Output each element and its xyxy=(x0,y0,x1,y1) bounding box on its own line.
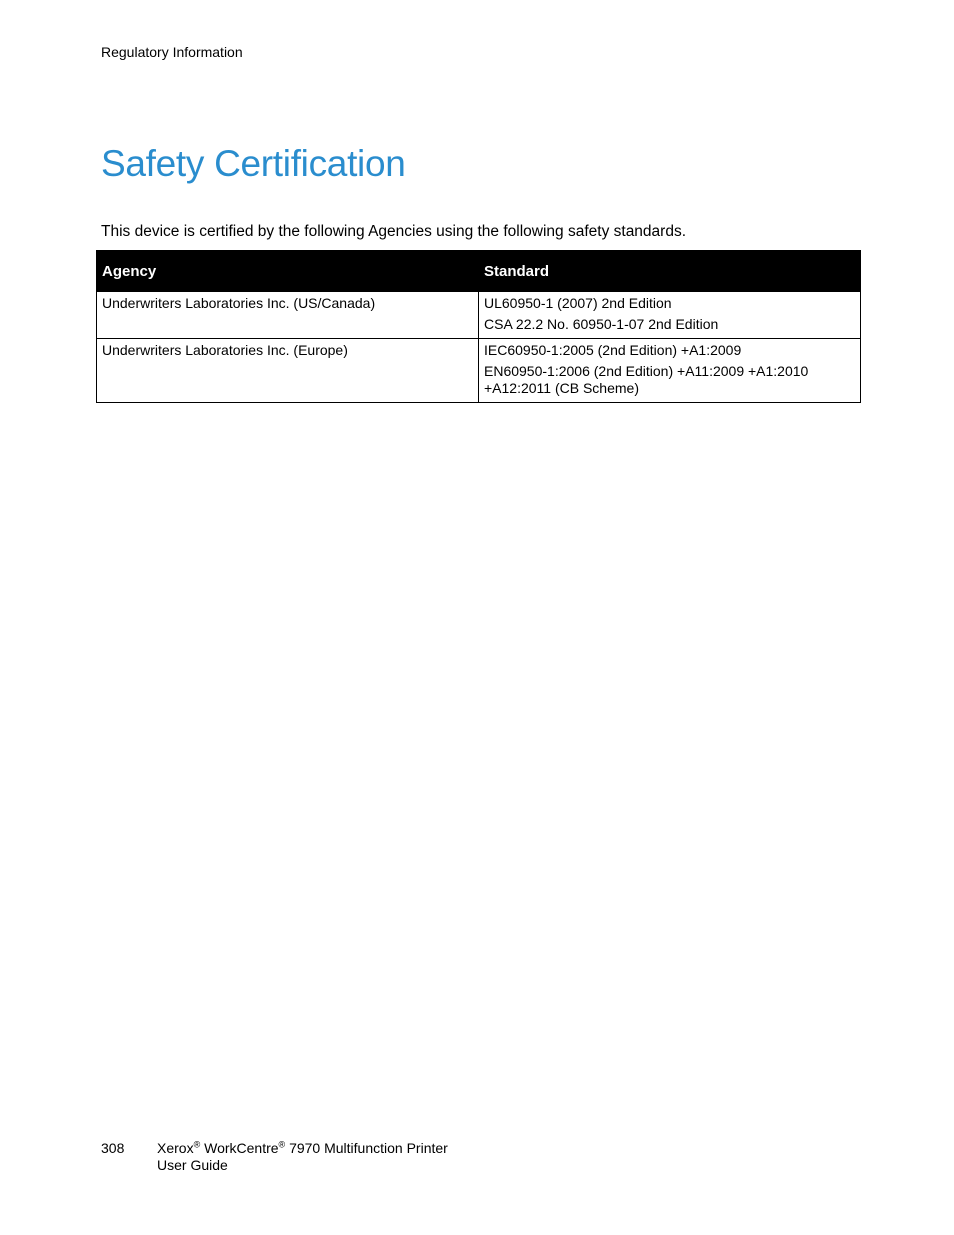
agency-name: Underwriters Laboratories Inc. (US/Canada) xyxy=(102,295,376,311)
agency-cell xyxy=(97,292,479,339)
standard-item: EN60950-1:2006 (2nd Edition) +A11:2009 +A1:2010 +A12:2011 (CB Scheme) xyxy=(484,363,809,396)
registered-mark: ® xyxy=(193,1139,201,1150)
intro-paragraph: This device is certified by the following Agencies using the following safety standards. xyxy=(101,223,687,240)
document-type: User Guide xyxy=(157,1157,228,1173)
standard-item: IEC60950-1:2005 (2nd Edition) +A1:2009 xyxy=(484,342,742,358)
certification-table xyxy=(96,250,861,403)
column-header-agency: Agency xyxy=(97,251,479,292)
standard-cell xyxy=(479,292,861,339)
product-name xyxy=(157,1140,448,1157)
standard-item: CSA 22.2 No. 60950-1-07 2nd Edition xyxy=(484,316,719,332)
standard-item: UL60950-1 (2007) 2nd Edition xyxy=(484,295,672,311)
registered-mark: ® xyxy=(278,1139,286,1150)
product-model: 7970 Multifunction Printer xyxy=(289,1140,448,1156)
section-name: Regulatory Information xyxy=(101,44,243,60)
page-number: 308 xyxy=(101,1140,125,1156)
product-info xyxy=(157,1140,448,1174)
page-title: Safety Certification xyxy=(101,143,406,184)
table-header-row xyxy=(97,251,861,292)
table-row xyxy=(97,292,861,339)
product-line: WorkCentre xyxy=(204,1140,279,1156)
table-row xyxy=(97,339,861,403)
standard-cell xyxy=(479,339,861,403)
agency-cell xyxy=(97,339,479,403)
running-header xyxy=(101,43,243,61)
agency-name: Underwriters Laboratories Inc. (Europe) xyxy=(102,342,348,358)
column-header-standard: Standard xyxy=(479,251,861,292)
brand-name: Xerox xyxy=(157,1140,194,1156)
